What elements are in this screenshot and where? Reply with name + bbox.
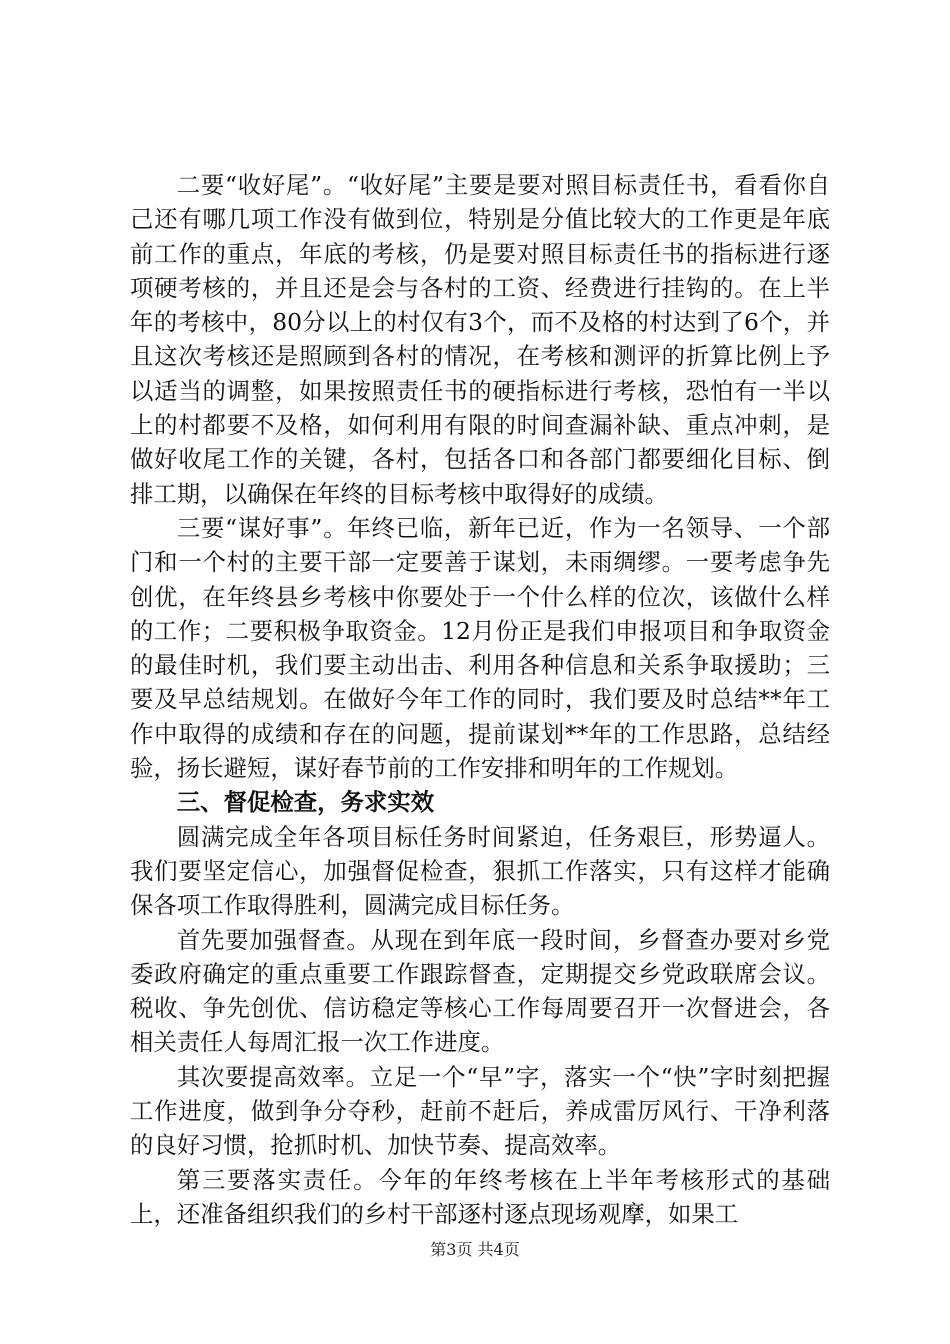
section-heading: 三、督促检查，务求实效 [176,788,435,817]
page-footer: 第3页 共4页 [430,1240,520,1259]
paragraph-zeren: 第三要落实责任。今年的年终考核在上半年考核形式的基础上，还准备组织我们的乡村干部逐村逐点现场观摩，如果工 [130,1165,830,1228]
paragraph-mouhaoshi: 三要“谋好事”。年终已临，新年已近，作为一名领导、一个部门和一个村的主要干部一定要善于谋划，未雨绸缪。一要考虑争先创优，在年终县乡考核中你要处于一个什么样的位次，该做什么样的工作；二要积极争取资金。12月份正是我们申报项目和争取资金的最佳时机，我们要主动出击、利用各种信息和关系争取援助；三要及早总结规划。在做好今年工作的同时，我们要及时总结**年工作中取得的成绩和存在的问题，提前谋划**年的工作思路，总结经验，扬长避短，谋好春节前的工作安排和明年的工作规划。 [130,513,830,783]
paragraph-intro: 圆满完成全年各项目标任务时间紧迫，任务艰巨，形势逼人。我们要坚定信心，加强督促检查，狠抓工作落实，只有这样才能确保各项工作取得胜利，圆满完成目标任务。 [130,822,830,920]
paragraph-xiaolv: 其次要提高效率。立足一个“早”字，落实一个“快”字时刻把握工作进度，做到争分夺秒，赶前不赶后，养成雷厉风行、干净利落的良好习惯，抢抓时机、加快节奏、提高效率。 [130,1062,830,1160]
paragraph-duchai: 首先要加强督查。从现在到年底一段时间，乡督查办要对乡党委政府确定的重点重要工作跟踪督查，定期提交乡党政联席会议。税收、争先创优、信访稳定等核心工作每周要召开一次督进会，各相关责任人每周汇报一次工作进度。 [130,925,830,1057]
paragraph-shouhaowei: 二要“收好尾”。“收好尾”主要是要对照目标责任书，看看你自己还有哪几项工作没有做到位，特别是分值比较大的工作更是年底前工作的重点，年底的考核，仍是要对照目标责任书的指标进行逐项硬考核的，并且还是会与各村的工资、经费进行挂钩的。在上半年的考核中，80分以上的村仅有3个，而不及格的村达到了6个，并且这次考核还是照顾到各村的情况，在考核和测评的折算比例上予以适当的调整，如果按照责任书的硬指标进行考核，恐怕有一半以上的村都要不及格，如何利用有限的时间查漏补缺、重点冲刺，是做好收尾工作的关键，各村，包括各口和各部门都要细化目标、倒排工期，以确保在年终的目标考核中取得好的成绩。 [130,171,830,508]
document-body [130,168,830,1231]
